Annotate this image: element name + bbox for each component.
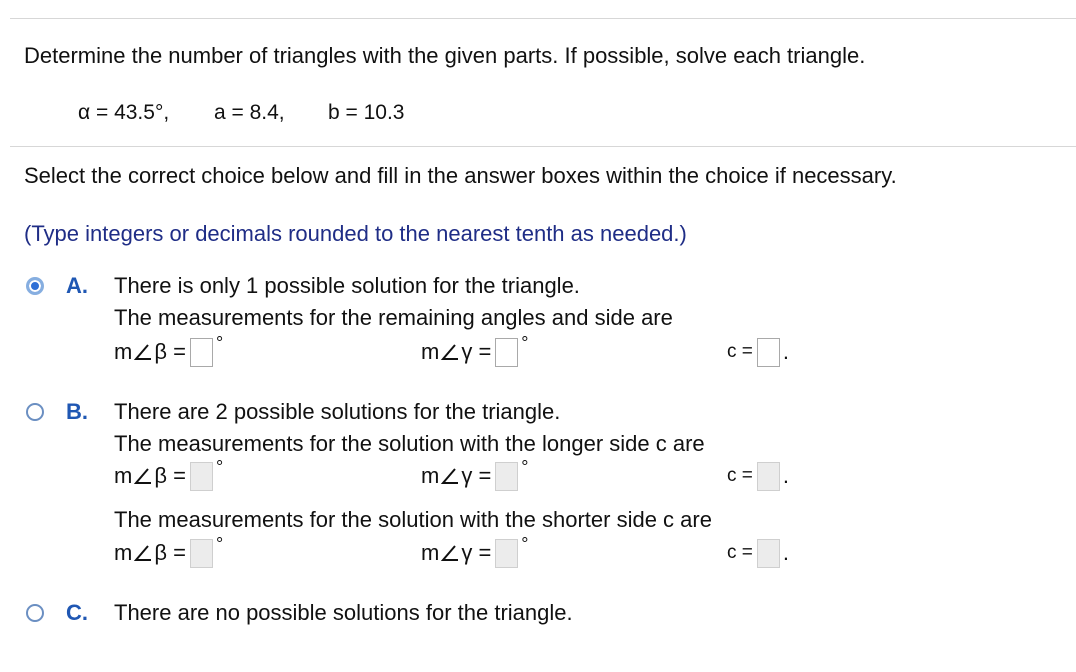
choice-a-subtext: The measurements for the remaining angles and side are xyxy=(114,305,673,330)
choice-b1-c-input[interactable] xyxy=(757,462,780,491)
choice-b2-beta-field xyxy=(114,533,224,570)
choice-b1-gamma-input[interactable] xyxy=(495,462,518,491)
c-label: c = xyxy=(727,341,753,362)
measure-label: m xyxy=(114,463,133,488)
choice-b2-c-field xyxy=(727,536,789,570)
choice-a-letter: A. xyxy=(66,273,88,298)
angle-icon xyxy=(440,466,460,486)
c-label: c = xyxy=(727,465,753,486)
measure-label: m xyxy=(421,339,440,364)
choice-b1-gamma-field xyxy=(421,456,529,493)
choice-b-text: There are 2 possible solutions for the triangle. xyxy=(114,399,561,424)
choice-a-gamma-input[interactable] xyxy=(495,338,518,367)
gamma-label: γ = xyxy=(461,540,492,565)
choice-b1-c-field xyxy=(727,459,789,493)
degree-symbol: ° xyxy=(215,332,224,353)
instructions: Select the correct choice below and fill in the answer boxes within the choice if necessary. xyxy=(24,163,897,188)
angle-icon xyxy=(440,342,460,362)
choice-b-letter: B. xyxy=(66,399,88,424)
choice-b2-gamma-field xyxy=(421,533,529,570)
choice-b2-c-input[interactable] xyxy=(757,539,780,568)
given-alpha: α = 43.5°, xyxy=(78,101,170,124)
choice-b-subtext-shorter: The measurements for the solution with the shorter side c are xyxy=(114,507,712,532)
choice-b-subtext-longer: The measurements for the solution with the longer side c are xyxy=(114,431,705,456)
degree-symbol: ° xyxy=(521,332,529,353)
choice-a-beta-input[interactable] xyxy=(190,338,213,367)
choice-a-beta-field xyxy=(114,332,224,369)
choice-a-gamma-field xyxy=(421,332,529,369)
measure-label: m xyxy=(114,339,133,364)
measure-label: m xyxy=(114,540,133,565)
section-divider xyxy=(10,146,1076,147)
choice-b2-beta-input[interactable] xyxy=(190,539,213,568)
given-a: a = 8.4, xyxy=(214,101,285,124)
beta-label: β = xyxy=(154,339,186,364)
period: . xyxy=(782,339,789,364)
degree-symbol: ° xyxy=(215,533,224,554)
angle-icon xyxy=(133,342,153,362)
angle-icon xyxy=(133,466,153,486)
choice-b2-gamma-input[interactable] xyxy=(495,539,518,568)
choice-a-radio[interactable] xyxy=(26,277,44,295)
top-divider xyxy=(10,18,1076,19)
measure-label: m xyxy=(421,463,440,488)
rounding-hint: (Type integers or decimals rounded to the nearest tenth as needed.) xyxy=(24,221,687,246)
angle-icon xyxy=(440,543,460,563)
choice-c-letter: C. xyxy=(66,600,88,625)
choice-b1-beta-input[interactable] xyxy=(190,462,213,491)
gamma-label: γ = xyxy=(461,339,492,364)
degree-symbol: ° xyxy=(215,456,224,477)
degree-symbol: ° xyxy=(521,533,529,554)
degree-symbol: ° xyxy=(521,456,529,477)
choice-c-text: There are no possible solutions for the triangle. xyxy=(114,600,573,625)
c-label: c = xyxy=(727,542,753,563)
given-b: b = 10.3 xyxy=(328,101,405,124)
gamma-label: γ = xyxy=(461,463,492,488)
choice-a-c-input[interactable] xyxy=(757,338,780,367)
measure-label: m xyxy=(421,540,440,565)
choice-a-c-field xyxy=(727,335,789,369)
beta-label: β = xyxy=(154,540,186,565)
choice-c-radio[interactable] xyxy=(26,604,44,622)
angle-icon xyxy=(133,543,153,563)
choice-b-radio[interactable] xyxy=(26,403,44,421)
beta-label: β = xyxy=(154,463,186,488)
period: . xyxy=(782,463,789,488)
question-prompt: Determine the number of triangles with the given parts. If possible, solve each triangle. xyxy=(24,43,866,68)
choice-a-text: There is only 1 possible solution for the triangle. xyxy=(114,273,580,298)
period: . xyxy=(782,540,789,565)
choice-b1-beta-field xyxy=(114,456,224,493)
